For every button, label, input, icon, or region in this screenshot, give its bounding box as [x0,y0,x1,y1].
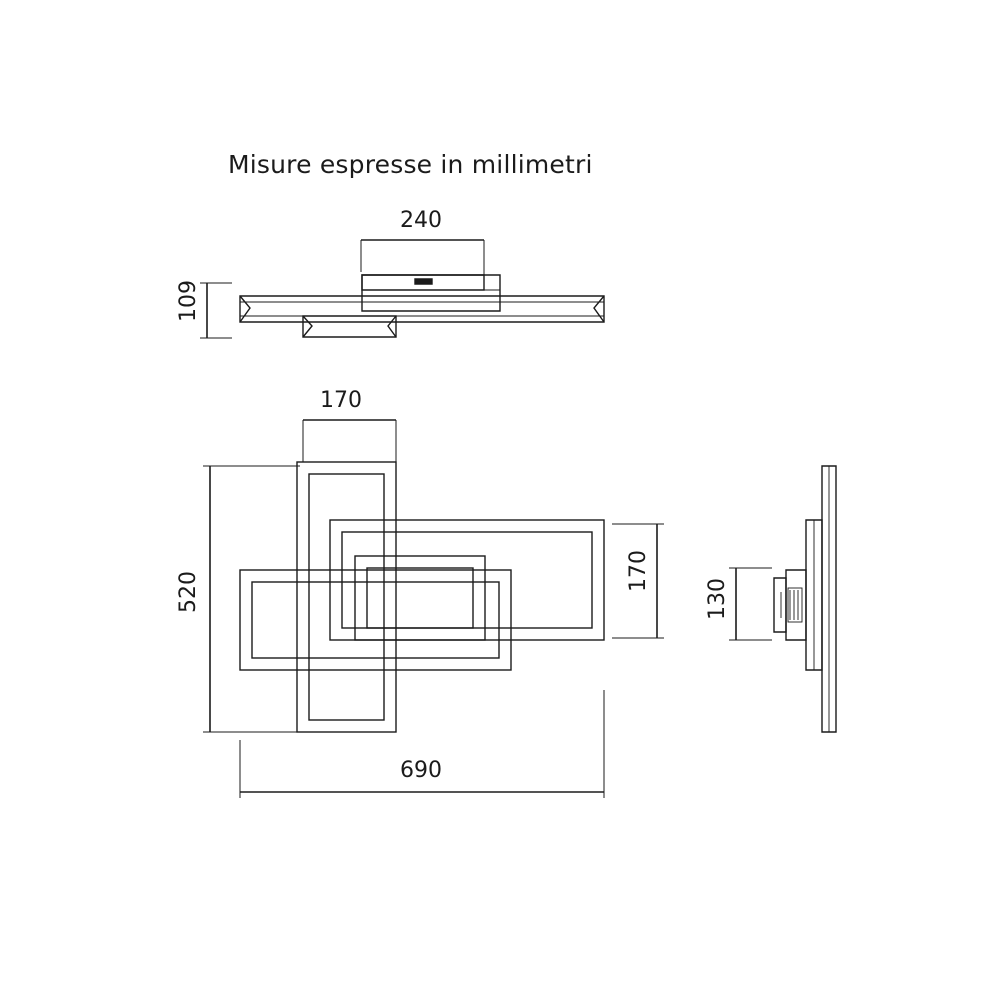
dimension-label-130: 130 [705,578,730,620]
front-view-group [203,420,664,798]
diagram-title: Misure espresse in millimetri [228,150,593,179]
front-rect-upper-inner [342,532,592,628]
dimension-label-170-right: 170 [626,550,651,592]
dimension-label-170-top: 170 [320,388,362,413]
top-view-group [200,240,604,338]
front-rect-lower-outer [240,570,511,670]
front-rect-vertical-outer [297,462,396,732]
side-view-group [729,466,836,732]
front-rect-small-inner [367,568,473,628]
dimension-label-109: 109 [176,280,201,322]
top-mount-knob [415,279,432,284]
top-bar-lower [303,316,396,337]
front-rect-vertical-inner [309,474,384,720]
top-bar-left-end [240,296,250,322]
top-bar-right-end [594,296,604,322]
top-bar-lower-left-end [303,316,312,337]
side-bracket [786,570,806,640]
dimension-label-520: 520 [176,571,201,613]
dimension-label-690: 690 [400,758,442,783]
top-bar-front-wide [240,296,604,322]
top-bar-lower-right-end [388,316,396,337]
front-rect-upper-outer [330,520,604,640]
front-rect-lower-inner [252,582,499,658]
dimension-label-240: 240 [400,208,442,233]
side-wall-plate [774,578,786,632]
